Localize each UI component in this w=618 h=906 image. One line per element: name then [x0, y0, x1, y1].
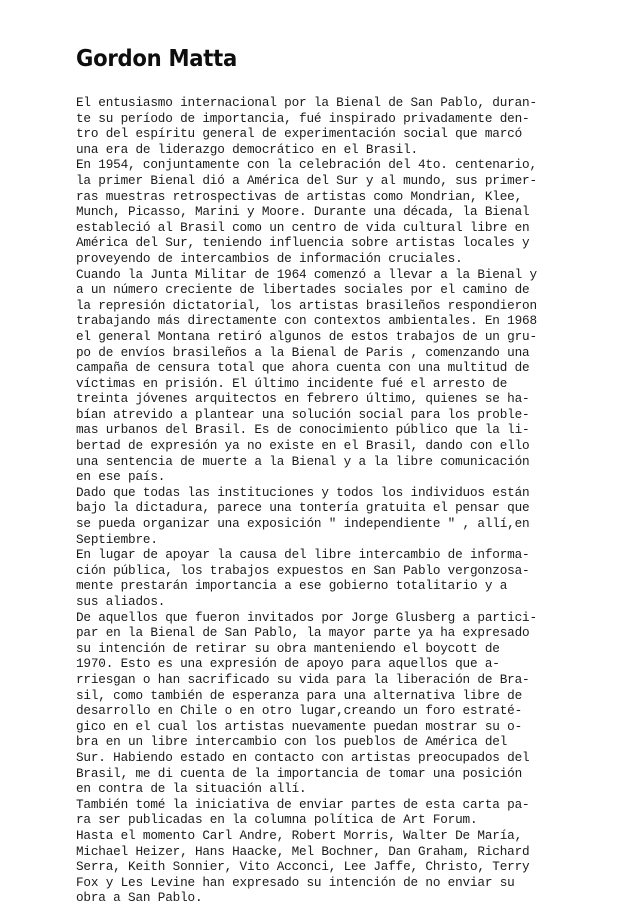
text-line: tro del espíritu general de experimentación social que marcó: [76, 126, 523, 142]
text-line: América del Sur, teniendo influencia sobre artistas locales y: [76, 235, 530, 251]
text-line: Fox y Les Levine han expresado su intención de no enviar su: [76, 874, 515, 890]
text-line: Hasta el momento Carl Andre, Robert Morris, Walter De María,: [76, 827, 523, 843]
text-line: gico en el cual los artistas nuevamente puedan mostrar su o-: [76, 718, 523, 734]
text-line: sus aliados.: [76, 594, 166, 609]
text-line: rriesgan o han sacrificado su vida para la liberación de Bra-: [76, 671, 530, 687]
text-line: a un número creciente de libertades sociales por el camino de: [76, 282, 530, 298]
text-line: desarrollo en Chile o en otro lugar,creando un foro estraté-: [76, 703, 523, 719]
document-title: Gordon Matta: [76, 46, 237, 72]
text-line: la represión dictatorial, los artistas brasileños respondieron: [76, 297, 537, 313]
text-line: Septiembre.: [76, 531, 158, 547]
text-line: También tomé la iniciativa de enviar partes de esta carta pa-: [76, 796, 530, 812]
text-line: se pueda organizar una exposición " independiente " , allí,en: [76, 516, 530, 532]
text-line: estableció al Brasil como un centro de vida cultural libre en: [76, 219, 530, 235]
text-line: te su período de importancia, fué inspirado privadamente den-: [76, 110, 530, 126]
text-line: Munch, Picasso, Marini y Moore. Durante una década, la Bienal: [76, 204, 530, 220]
text-line: una era de liderazgo democrático en el Brasil.: [76, 141, 418, 157]
text-line: treinta jóvenes arquitectos en febrero último, quienes se ha-: [76, 391, 530, 407]
text-line: Dado que todas las instituciones y todos los individuos están: [76, 484, 530, 500]
text-line: trabajando más directamente con contextos ambientales. En 1968: [76, 313, 537, 329]
text-line: una sentencia de muerte a la Bienal y a la libre comunicación: [76, 453, 530, 469]
document-body: [76, 95, 616, 906]
text-line: Michael Heizer, Hans Haacke, Mel Bochner, Dan Graham, Richard: [76, 843, 530, 859]
text-line: ras muestras retrospectivas de artistas como Mondrian, Klee,: [76, 188, 523, 204]
text-line: po de envíos brasileños a la Bienal de Paris , comenzando una: [76, 344, 530, 360]
text-line: En 1954, conjuntamente con la celebración del 4to. centenario,: [76, 157, 537, 173]
text-line: la primer Bienal dió a América del Sur y al mundo, sus primer-: [76, 172, 537, 188]
text-line: campaña de censura total que ahora cuenta con una multitud de: [76, 360, 530, 376]
text-line: obra a San Pablo.: [76, 890, 203, 906]
text-line: Cuando la Junta Militar de 1964 comenzó a llevar a la Bienal y: [76, 266, 537, 282]
text-line: Serra, Keith Sonnier, Vito Acconci, Lee Jaffe, Christo, Terry: [76, 859, 530, 875]
text-line: bían atrevido a plantear una solución social para los proble-: [76, 406, 530, 422]
text-line: En lugar de apoyar la causa del libre intercambio de informa-: [76, 547, 530, 563]
text-line: Sur. Habiendo estado en contacto con artistas preocupados del: [76, 749, 530, 765]
text-line: su intención de retirar su obra manteniendo el boycott de: [76, 640, 500, 656]
text-line: en ese país.: [76, 469, 166, 485]
text-line: bajo la dictadura, parece una tontería gratuita el pensar que: [76, 500, 530, 516]
text-line: mas urbanos del Brasil. Es de conocimiento público que la li-: [76, 422, 530, 438]
text-line: Brasil, me di cuenta de la importancia de tomar una posición: [76, 765, 523, 781]
text-line: mente prestarán importancia a ese gobierno totalitario y a: [76, 578, 508, 594]
text-line: el general Montana retiró algunos de estos trabajos de un gru-: [76, 328, 537, 344]
text-line: bertad de expresión ya no existe en el Brasil, dando con ello: [76, 438, 530, 454]
text-line: par en la Bienal de San Pablo, la mayor parte ya ha expresado: [76, 625, 530, 641]
text-line: 1970. Esto es una expresión de apoyo para aquellos que a-: [76, 656, 500, 672]
text-line: bra en un libre intercambio con los pueblos de América del: [76, 734, 508, 750]
text-line: ción pública, los trabajos expuestos en San Pablo vergonzosa-: [76, 562, 530, 578]
text-line: De aquellos que fueron invitados por Jorge Glusberg a partici-: [76, 609, 537, 625]
text-line: sil, como también de esperanza para una alternativa libre de: [76, 687, 523, 703]
text-line: en contra de la situación allí.: [76, 781, 307, 797]
text-line: ra ser publicadas en la columna política de Art Forum.: [76, 812, 478, 828]
text-line: víctimas en prisión. El último incidente fué el arresto de: [76, 375, 508, 391]
text-line: El entusiasmo internacional por la Bienal de San Pablo, duran-: [76, 95, 537, 110]
text-line: proveyendo de intercambios de información cruciales.: [76, 250, 463, 266]
